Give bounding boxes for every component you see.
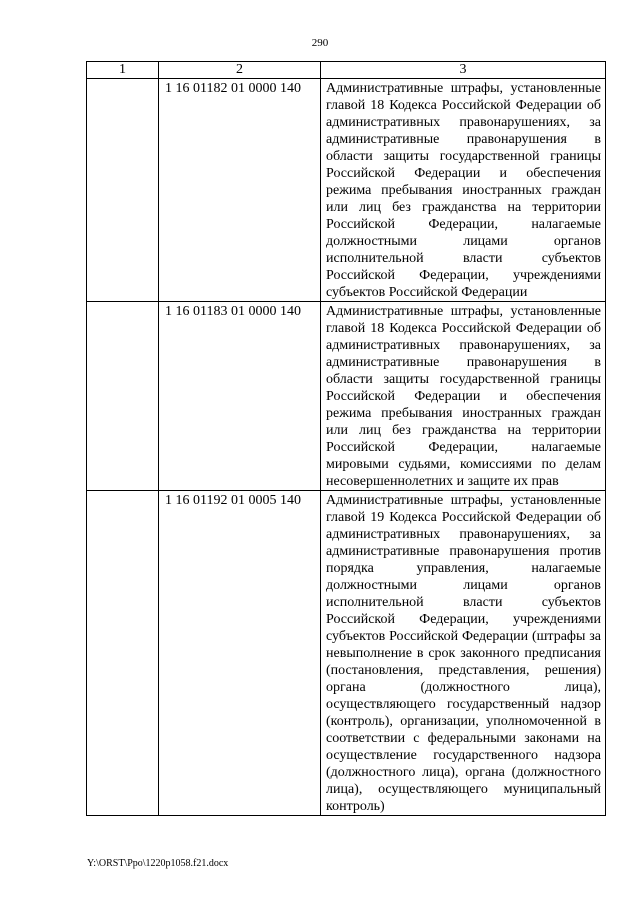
column-header-1: 1 xyxy=(87,62,159,79)
revenue-code: 1 16 01183 01 0000 140 xyxy=(159,302,321,491)
page-number: 290 xyxy=(311,37,329,49)
table-header-row xyxy=(87,62,606,79)
document-file-path: Y:\ORST\Ppo\1220p1058.f21.docx xyxy=(87,858,229,869)
column-header-3: 3 xyxy=(321,62,606,79)
row-cell-col1 xyxy=(87,491,159,816)
table-row xyxy=(87,302,606,491)
revenue-description: Административные штрафы, установленные главой 19 Кодекса Российской Федерации об административных правонарушениях, за административные правонарушения против порядка управления, налагаемые должностными лицами органов исполнительной власти субъектов Российской Федерации, учреждениями субъектов Российской Федерации (штрафы за невыполнение в срок законного предписания (постановления, представления, решения) органа (должностного лица), осуществляющего государственный надзор (контроль), организации, уполномоченной в соответствии с федеральными законами на осуществление государственного надзора (должностного лица), органа (должностного лица), осуществляющего муниципальный контроль) xyxy=(321,491,606,816)
column-header-2: 2 xyxy=(159,62,321,79)
row-cell-col1 xyxy=(87,79,159,302)
revenue-code: 1 16 01182 01 0000 140 xyxy=(159,79,321,302)
revenue-code: 1 16 01192 01 0005 140 xyxy=(159,491,321,816)
revenue-description: Административные штрафы, установленные главой 18 Кодекса Российской Федерации об административных правонарушениях, за административные правонарушения в области защиты государственной границы Российской Федерации и обеспечения режима пребывания иностранных граждан или лиц без гражданства на территории Российской Федерации, налагаемые должностными лицами органов исполнительной власти субъектов Российской Федерации, учреждениями субъектов Российской Федерации xyxy=(321,79,606,302)
row-cell-col1 xyxy=(87,302,159,491)
revenue-description: Административные штрафы, установленные главой 18 Кодекса Российской Федерации об административных правонарушениях, за административные правонарушения в области защиты государственной границы Российской Федерации и обеспечения режима пребывания иностранных граждан или лиц без гражданства на территории Российской Федерации, налагаемые мировыми судьями, комиссиями по делам несовершеннолетних и защите их прав xyxy=(321,302,606,491)
table-row xyxy=(87,491,606,816)
table-row xyxy=(87,79,606,302)
budget-classification-table xyxy=(86,61,606,816)
